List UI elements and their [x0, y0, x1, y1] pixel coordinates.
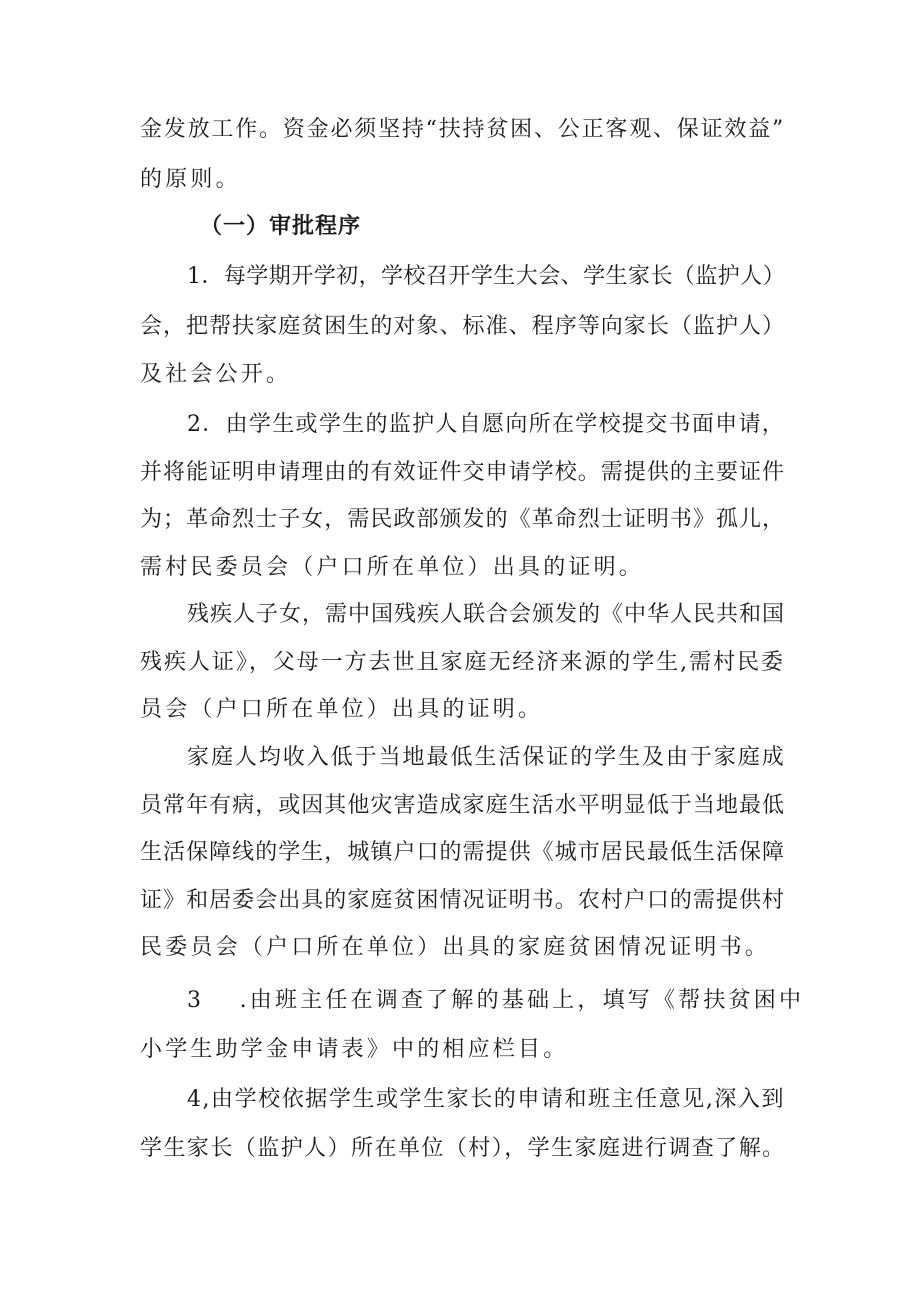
body-line: 金发放工作。资金必须坚持“扶持贫困、公正客观、保证效益”	[140, 117, 785, 142]
body-line: 学生家长（监护人）所在单位（村），学生家庭进行调查了解。	[140, 1136, 786, 1161]
body-line: 并将能证明申请理由的有效证件交申请学校。需提供的主要证件	[140, 460, 785, 485]
body-line: 2．由学生或学生的监护人自愿向所在学校提交书面申请，	[187, 412, 785, 437]
body-line: 会，把帮扶家庭贫困生的对象、标准、程序等向家长（监护人）	[140, 314, 785, 339]
body-line: 及社会公开。	[140, 362, 292, 387]
body-line: 为；革命烈士子女，需民政部颁发的《革命烈士证明书》孤儿，	[140, 507, 785, 532]
body-line: 家庭人均收入低于当地最低生活保证的学生及由于家庭成	[187, 745, 786, 770]
body-line: 小学生助学金申请表》中的相应栏目。	[140, 1037, 569, 1062]
body-line: 民委员会（户口所在单位）出具的家庭贫困情况证明书。	[140, 935, 771, 960]
body-line: 4,由学校依据学生或学生家长的申请和班主任意见,深入到	[187, 1087, 785, 1112]
section-heading: （一）审批程序	[200, 214, 362, 239]
body-line: 证》和居委会出具的家庭贫困情况证明书。农村户口的需提供村	[140, 888, 785, 913]
body-line: 残疾人子女，需中国残疾人联合会颁发的《中华人民共和国	[187, 602, 785, 627]
body-line: 员常年有病，或因其他灾害造成家庭生活水平明显低于当地最低	[140, 793, 785, 818]
body-line: 3 .由班主任在调查了解的基础上，填写《帮扶贫困中	[187, 988, 805, 1013]
body-line: 员会（户口所在单位）出具的证明。	[140, 697, 544, 722]
body-line: 需村民委员会（户口所在单位）出具的证明。	[140, 555, 645, 580]
body-line: 生活保障线的学生，城镇户口的需提供《城市居民最低生活保障	[140, 840, 785, 865]
body-line: 1．每学期开学初，学校召开学生大会、学生家长（监护人）	[187, 264, 786, 289]
body-line: 残疾人证》，父母一方去世且家庭无经济来源的学生,需村民委	[140, 650, 785, 675]
body-line: 的原则。	[140, 167, 241, 192]
